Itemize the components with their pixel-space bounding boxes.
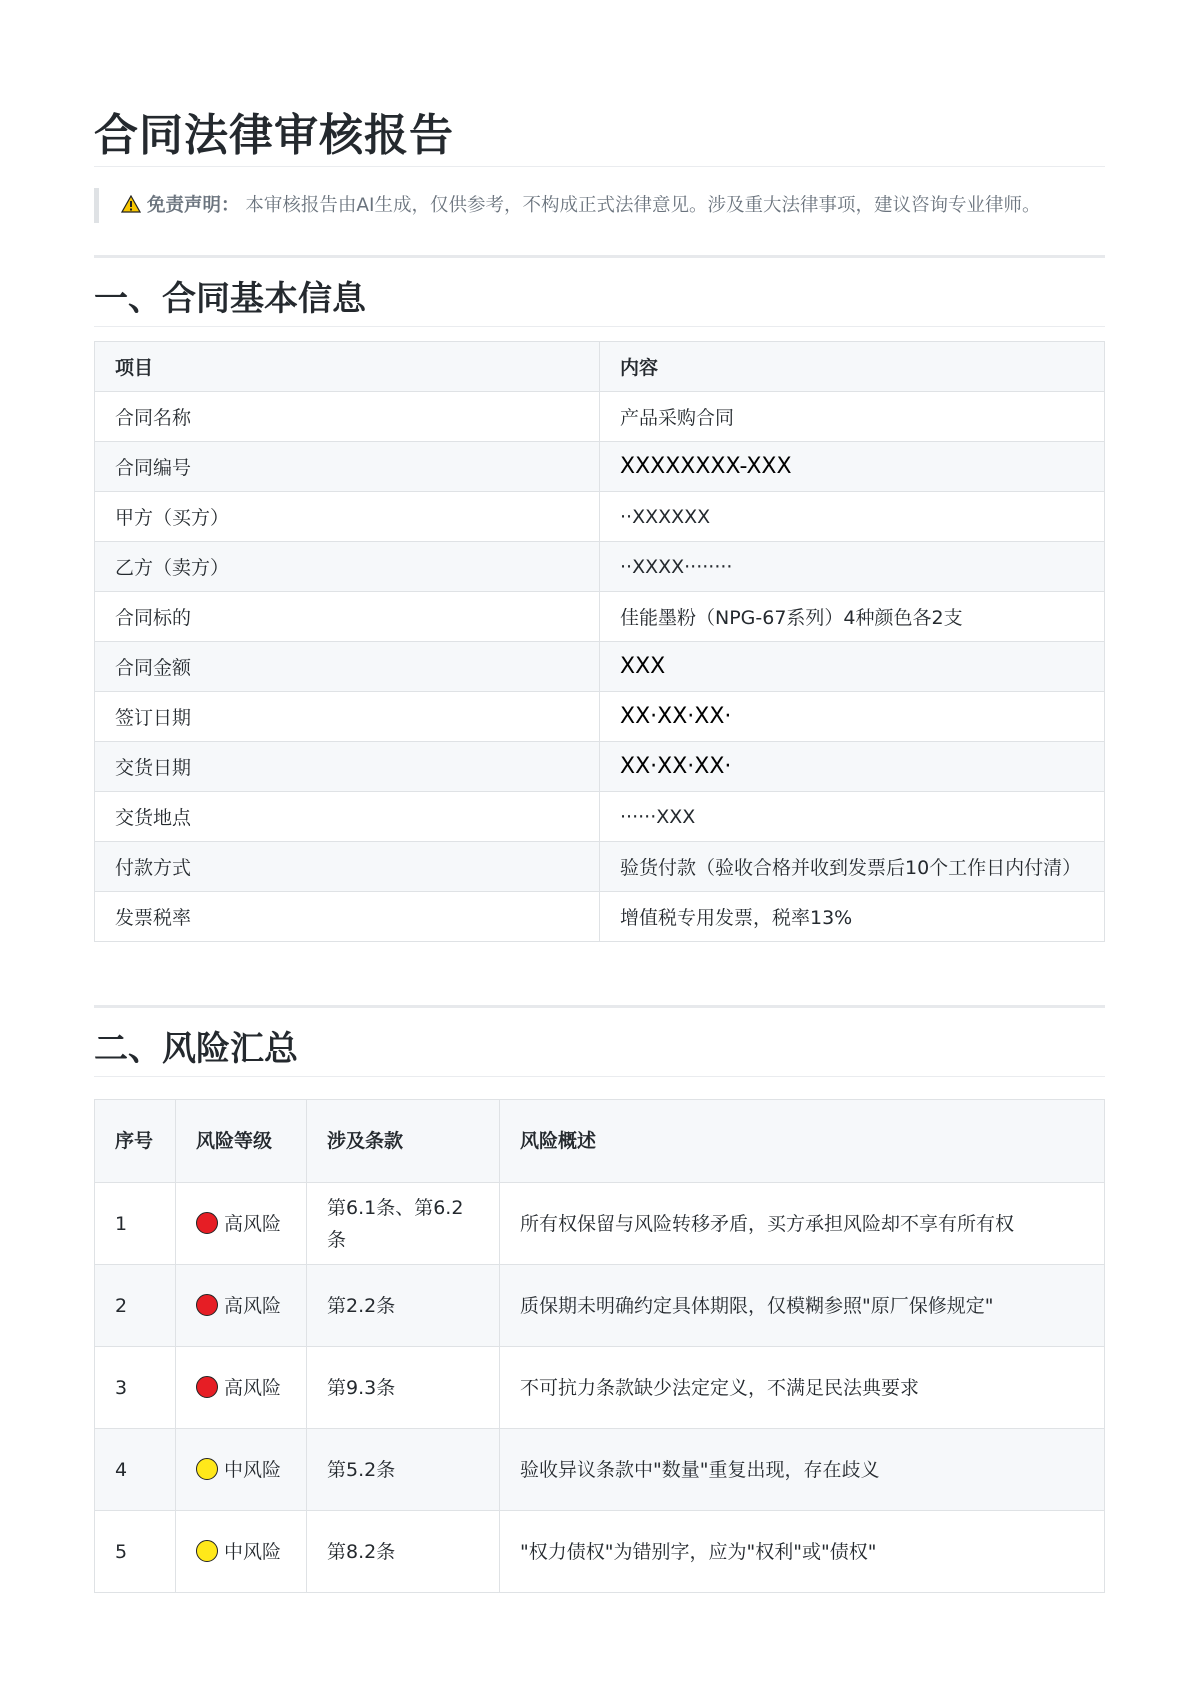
summary-cell: 验收异议条款中"数量"重复出现，存在歧义: [500, 1429, 1105, 1511]
table-row: [95, 1511, 1105, 1593]
table-header-row: [95, 342, 1105, 392]
clause-cell: 第9.3条: [307, 1347, 500, 1429]
column-header: 序号: [95, 1100, 176, 1183]
summary-cell: "权力债权"为错别字，应为"权利"或"债权": [500, 1511, 1105, 1593]
table-row: [95, 1429, 1105, 1511]
item-cell: 发票税率: [95, 892, 600, 942]
row-number: 1: [95, 1183, 176, 1265]
row-number: 2: [95, 1265, 176, 1347]
warning-icon: [121, 195, 141, 213]
item-cell: 交货地点: [95, 792, 600, 842]
risk-level-cell: [176, 1511, 307, 1593]
item-cell: 甲方（买方）: [95, 492, 600, 542]
column-header: 涉及条款: [307, 1100, 500, 1183]
risk-level-label: 中风险: [224, 1540, 282, 1563]
table-row: [95, 892, 1105, 942]
section-title-risk-summary: 二、风险汇总: [94, 1028, 1105, 1077]
red-circle-icon: [196, 1294, 218, 1316]
table-row: [95, 592, 1105, 642]
table-row: [95, 442, 1105, 492]
contract-info-table: [94, 341, 1105, 942]
table-row: [95, 1347, 1105, 1429]
table-row: [95, 792, 1105, 842]
risk-level-label: 高风险: [224, 1294, 282, 1317]
risk-level-cell: [176, 1347, 307, 1429]
item-cell: 签订日期: [95, 692, 600, 742]
yellow-circle-icon: [196, 1458, 218, 1480]
disclaimer-text: 本审核报告由AI生成，仅供参考，不构成正式法律意见。涉及重大法律事项，建议咨询专业律师。: [245, 195, 1041, 216]
item-cell: 付款方式: [95, 842, 600, 892]
table-row: [95, 842, 1105, 892]
column-header: 风险等级: [176, 1100, 307, 1183]
risk-level-cell: [176, 1429, 307, 1511]
risk-level-cell: [176, 1183, 307, 1265]
summary-cell: 不可抗力条款缺少法定定义，不满足民法典要求: [500, 1347, 1105, 1429]
item-cell: 合同金额: [95, 642, 600, 692]
summary-cell: 所有权保留与风险转移矛盾，买方承担风险却不享有所有权: [500, 1183, 1105, 1265]
table-row: [95, 1265, 1105, 1347]
table-row: [95, 692, 1105, 742]
divider: [94, 255, 1105, 258]
column-header: 项目: [95, 342, 600, 392]
row-number: 5: [95, 1511, 176, 1593]
risk-level-label: 高风险: [224, 1212, 282, 1235]
row-number: 4: [95, 1429, 176, 1511]
risk-summary-table: [94, 1099, 1105, 1593]
divider: [94, 1005, 1105, 1008]
clause-cell: 第5.2条: [307, 1429, 500, 1511]
value-cell: 验货付款（验收合格并收到发票后10个工作日内付清）: [600, 842, 1105, 892]
item-cell: 合同编号: [95, 442, 600, 492]
item-cell: 乙方（卖方）: [95, 542, 600, 592]
table-row: [95, 642, 1105, 692]
yellow-circle-icon: [196, 1540, 218, 1562]
red-circle-icon: [196, 1376, 218, 1398]
value-cell: 增值税专用发票，税率13%: [600, 892, 1105, 942]
clause-cell: 第8.2条: [307, 1511, 500, 1593]
red-circle-icon: [196, 1212, 218, 1234]
table-row: [95, 742, 1105, 792]
item-cell: 交货日期: [95, 742, 600, 792]
table-row: [95, 392, 1105, 442]
report-title: 合同法律审核报告: [94, 110, 1105, 167]
clause-cell: 第6.1条、第6.2条: [307, 1183, 500, 1265]
value-cell: XX·XX·XX·: [600, 692, 1105, 742]
table-row: [95, 492, 1105, 542]
column-header: 内容: [600, 342, 1105, 392]
section-title-basic-info: 一、合同基本信息: [94, 278, 1105, 327]
summary-cell: 质保期未明确约定具体期限，仅模糊参照"原厂保修规定": [500, 1265, 1105, 1347]
value-cell: 产品采购合同: [600, 392, 1105, 442]
table-row: [95, 542, 1105, 592]
value-cell: XXXXXXXX-XXX: [600, 442, 1105, 492]
value-cell: XX·XX·XX·: [600, 742, 1105, 792]
table-row: [95, 1183, 1105, 1265]
value-cell: ··XXXX········: [600, 542, 1105, 592]
disclaimer-label: 免责声明：: [147, 195, 240, 216]
value-cell: 佳能墨粉（NPG-67系列）4种颜色各2支: [600, 592, 1105, 642]
item-cell: 合同标的: [95, 592, 600, 642]
clause-cell: 第2.2条: [307, 1265, 500, 1347]
item-cell: 合同名称: [95, 392, 600, 442]
row-number: 3: [95, 1347, 176, 1429]
risk-level-cell: [176, 1265, 307, 1347]
column-header: 风险概述: [500, 1100, 1105, 1183]
disclaimer-notice: [94, 188, 1106, 223]
risk-level-label: 高风险: [224, 1376, 282, 1399]
value-cell: ··XXXXXX: [600, 492, 1105, 542]
risk-level-label: 中风险: [224, 1458, 282, 1481]
value-cell: XXX: [600, 642, 1105, 692]
value-cell: ······XXX: [600, 792, 1105, 842]
table-header-row: [95, 1100, 1105, 1183]
